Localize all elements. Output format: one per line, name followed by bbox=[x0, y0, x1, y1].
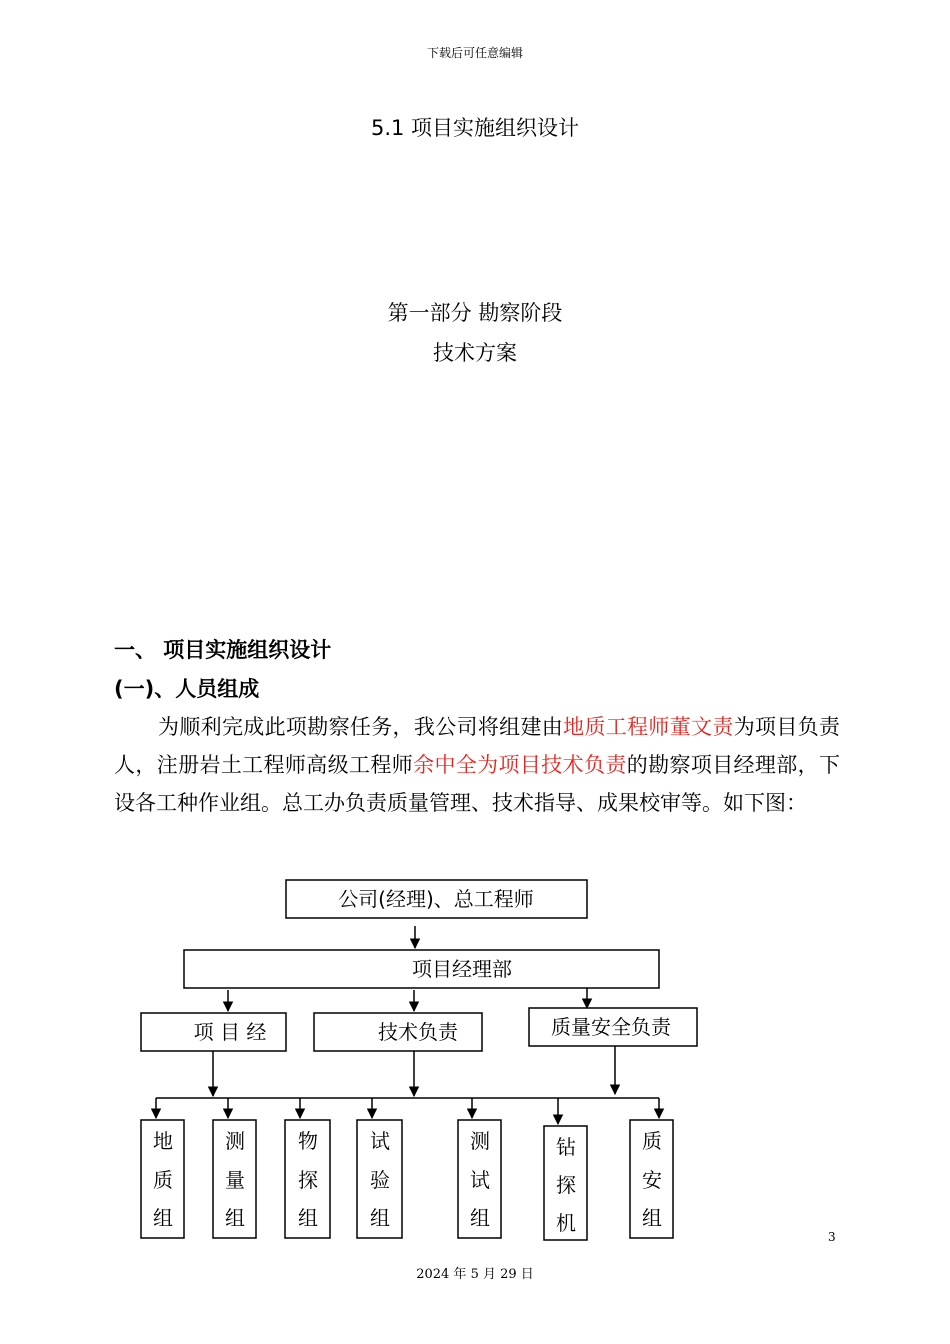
header-note: 下载后可任意编辑 bbox=[426, 46, 523, 60]
body-paragraph bbox=[114, 708, 840, 822]
group-char: 测 bbox=[225, 1129, 245, 1153]
highlighted-name: 地质工程师董文责 bbox=[563, 715, 734, 739]
org-manager-label: 技术负责 bbox=[378, 1020, 458, 1044]
paragraph-text: 为项目负责人，注册岩土工程师高级工程师 bbox=[114, 715, 841, 777]
page-number: 3 bbox=[828, 1230, 836, 1244]
group-char: 探 bbox=[556, 1173, 576, 1197]
group-char: 物 bbox=[298, 1129, 318, 1153]
part-subtitle: 技术方案 bbox=[433, 341, 517, 365]
group-char: 验 bbox=[370, 1168, 390, 1192]
group-char: 组 bbox=[642, 1206, 662, 1230]
org-dept-label: 项目经理部 bbox=[412, 957, 512, 981]
group-char: 质 bbox=[153, 1168, 173, 1192]
group-char: 探 bbox=[298, 1168, 318, 1192]
group-char: 地 bbox=[153, 1129, 173, 1153]
group-char: 量 bbox=[225, 1168, 245, 1192]
highlighted-name: 余中全为项目技术负责 bbox=[413, 753, 627, 777]
subsection-heading: (一)、人员组成 bbox=[114, 677, 260, 701]
group-char: 组 bbox=[153, 1206, 173, 1230]
group-char: 组 bbox=[225, 1206, 245, 1230]
group-char: 试 bbox=[470, 1168, 490, 1192]
part-title: 第一部分 勘察阶段 bbox=[387, 301, 563, 325]
page-title: 5.1 项目实施组织设计 bbox=[370, 116, 580, 140]
org-manager-label: 质量安全负责 bbox=[551, 1015, 671, 1039]
paragraph-text: 的勘察项目经理部，下设各工种作业组。总工办负责质量管理、技术指导、成果校审等。如下图： bbox=[114, 753, 841, 815]
org-manager-label: 项 目 经 bbox=[193, 1020, 267, 1044]
group-char: 安 bbox=[642, 1168, 662, 1192]
group-char: 钻 bbox=[556, 1135, 576, 1159]
org-chart bbox=[0, 860, 950, 1250]
group-char: 质 bbox=[642, 1129, 662, 1153]
org-top-label: 公司(经理)、总工程师 bbox=[338, 887, 534, 911]
group-char: 组 bbox=[298, 1206, 318, 1230]
group-char: 测 bbox=[470, 1129, 490, 1153]
paragraph-text: 为顺利完成此项勘察任务，我公司将组建由 bbox=[158, 715, 564, 739]
group-char: 组 bbox=[470, 1206, 490, 1230]
group-char: 试 bbox=[370, 1129, 390, 1153]
footer-date: 2024 年 5 月 29 日 bbox=[416, 1267, 534, 1282]
group-char: 机 bbox=[556, 1211, 576, 1235]
section-heading: 一、 项目实施组织设计 bbox=[114, 638, 332, 662]
group-char: 组 bbox=[370, 1206, 390, 1230]
